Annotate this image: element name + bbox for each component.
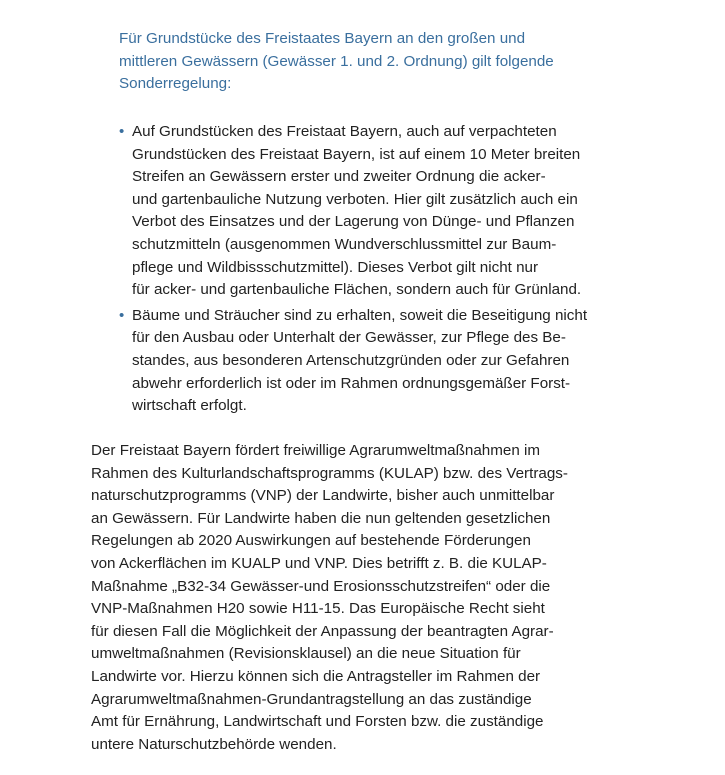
bullet-line: pflege und Wildbissschutzmittel). Dieses Verbot gilt nicht nur <box>132 258 539 276</box>
bullet-line: für acker- und gartenbauliche Flächen, sondern auch für Grünland. <box>132 281 582 299</box>
bullet-line: wirtschaft erfolgt. <box>132 397 247 415</box>
body-line: Der Freistaat Bayern fördert freiwillige Agrarumweltmaßnahmen im <box>91 442 541 459</box>
bullet-line: schutzmitteln (ausgenommen Wundverschlussmittel zur Baum- <box>132 235 557 253</box>
bullet-line: abwehr erforderlich ist oder im Rahmen ordnungsgemäßer Forst- <box>132 374 571 392</box>
bullet-line: Streifen an Gewässern erster und zweiter Ordnung die acker- <box>132 168 546 186</box>
bullet-line: Bäume und Sträucher sind zu erhalten, soweit die Beseitigung nicht <box>132 306 588 324</box>
body-line: an Gewässern. Für Landwirte haben die nun geltenden gesetzlichen <box>91 509 551 527</box>
body-line: umweltmaßnahmen (Revisionsklausel) an die neue Situation für <box>91 645 521 663</box>
intro-line: Sonderregelung: <box>119 75 232 93</box>
bullet-marker: • <box>119 306 125 324</box>
body-line: naturschutzprogramms (VNP) der Landwirte, bisher auch unmittelbar <box>91 487 555 505</box>
bullet-line: Grundstücken des Freistaat Bayern, ist auf einem 10 Meter breiten <box>132 145 581 163</box>
bullet-line: für den Ausbau oder Unterhalt der Gewässer, zur Pflege des Be- <box>132 329 566 347</box>
bullet-line: standes, aus besonderen Artenschutzgründen oder zur Gefahren <box>132 351 570 369</box>
body-line: Maßnahme „B32-34 Gewässer-und Erosionsschutzstreifen“ oder die <box>91 577 551 595</box>
body-line: Rahmen des Kulturlandschaftsprogramms (KULAP) bzw. des Vertrags- <box>91 464 568 482</box>
body-paragraph <box>91 440 651 756</box>
body-line: untere Naturschutzbehörde wenden. <box>91 735 337 753</box>
bullet-line: Auf Grundstücken des Freistaat Bayern, auch auf verpachteten <box>132 123 557 140</box>
bullet-line: Verbot des Einsatzes und der Lagerung von Dünge- und Pflanzen <box>132 213 575 231</box>
body-line: Regelungen ab 2020 Auswirkungen auf bestehende Förderungen <box>91 532 531 550</box>
intro-line: Für Grundstücke des Freistaates Bayern an den großen und <box>119 30 526 47</box>
bullet-list <box>118 121 688 421</box>
body-line: Amt für Ernährung, Landwirtschaft und Forsten bzw. die zuständige <box>91 713 544 731</box>
intro-line: mittleren Gewässern (Gewässer 1. und 2. Ordnung) gilt folgende <box>119 52 554 70</box>
body-line: VNP-Maßnahmen H20 sowie H11-15. Das Europäische Recht sieht <box>91 600 545 618</box>
body-line: von Ackerflächen im KUALP und VNP. Dies betrifft z. B. die KULAP- <box>91 554 547 572</box>
body-line: Landwirte vor. Hierzu können sich die Antragsteller im Rahmen der <box>91 667 541 685</box>
bullet-item-baeume-straeucher <box>118 305 688 418</box>
body-line: für diesen Fall die Möglichkeit der Anpassung der beantragten Agrar- <box>91 622 554 640</box>
bullet-item-nutzungsverbot <box>118 121 688 302</box>
intro-paragraph <box>119 28 679 96</box>
bullet-line: und gartenbauliche Nutzung verboten. Hier gilt zusätzlich auch ein <box>132 190 578 208</box>
body-line: Agrarumweltmaßnahmen-Grundantragstellung an das zuständige <box>91 690 532 708</box>
bullet-marker: • <box>119 123 125 140</box>
